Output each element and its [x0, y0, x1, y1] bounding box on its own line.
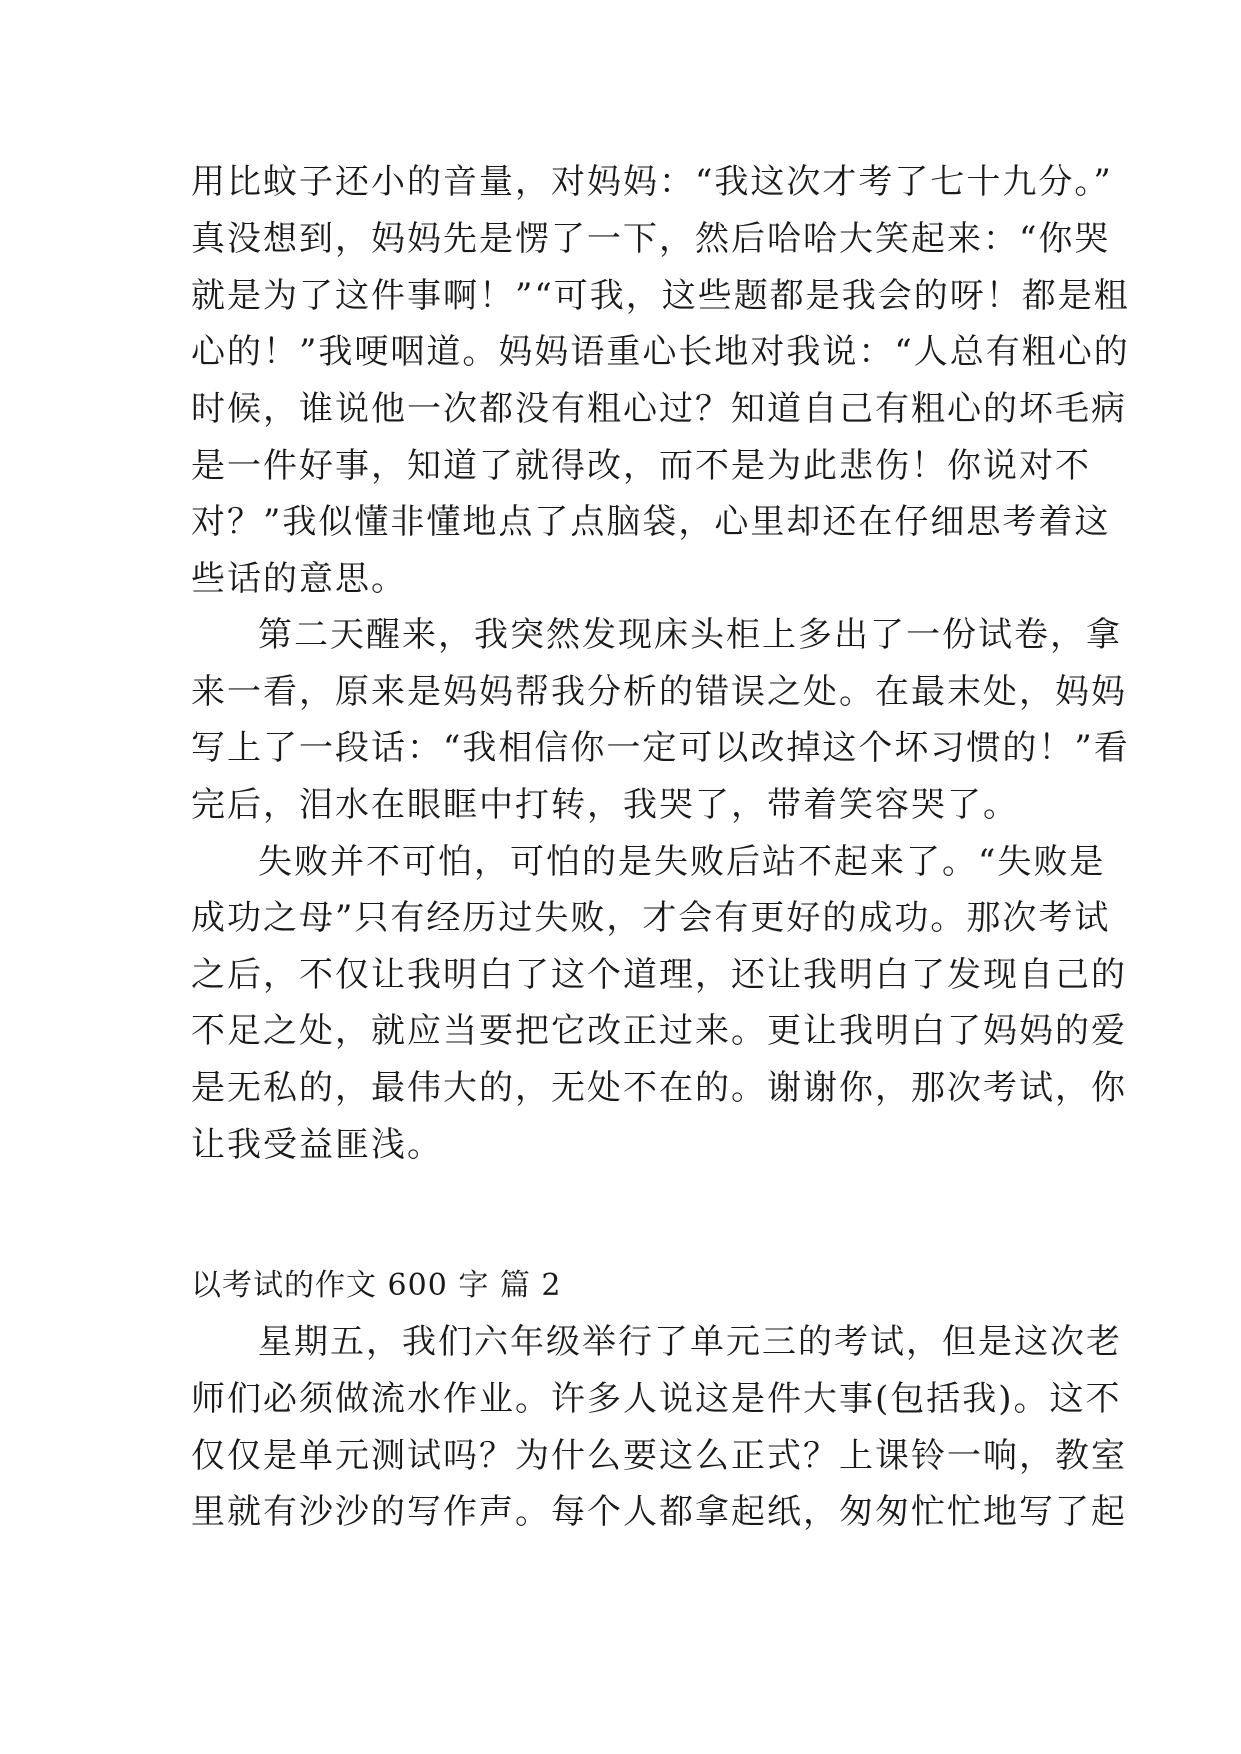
- text-line: 来一看，原来是妈妈帮我分析的错误之处。在最末处，妈妈: [191, 672, 1127, 712]
- text-line: 些话的意思。: [191, 559, 407, 599]
- text-line: 之后，不仅让我明白了这个道理，还让我明白了发现自己的: [191, 955, 1127, 995]
- text-line: 里就有沙沙的写作声。每个人都拿起纸，匆匆忙忙地写了起: [191, 1492, 1127, 1532]
- section-heading: 以考试的作文 600 字 篇 2: [191, 1268, 562, 1303]
- text-line: 就是为了这件事啊！”“可我，这些题都是我会的呀！都是粗: [191, 276, 1130, 316]
- text-line: 写上了一段话：“我相信你一定可以改掉这个坏习惯的！”看: [191, 728, 1130, 768]
- text-line: 师们必须做流水作业。许多人说这是件大事(包括我)。这不: [191, 1379, 1122, 1419]
- text-line: 用比蚊子还小的音量，对妈妈：“我这次才考了七十九分。”: [191, 162, 1113, 202]
- text-line: 完后，泪水在眼眶中打转，我哭了，带着笑容哭了。: [191, 785, 1019, 825]
- text-line: 是无私的，最伟大的，无处不在的。谢谢你，那次考试，你: [191, 1068, 1127, 1108]
- text-line: 心的！”我哽咽道。妈妈语重心长地对我说：“人总有粗心的: [191, 332, 1130, 372]
- text-line: 是一件好事，知道了就得改，而不是为此悲伤！你说对不: [191, 446, 1091, 486]
- text-line: 时候，谁说他一次都没有粗心过？知道自己有粗心的坏毛病: [191, 389, 1127, 429]
- text-line: 星期五，我们六年级举行了单元三的考试，但是这次老: [258, 1322, 1122, 1362]
- text-line: 第二天醒来，我突然发现床头柜上多出了一份试卷，拿: [258, 615, 1122, 655]
- text-line: 失败并不可怕，可怕的是失败后站不起来了。“失败是: [258, 842, 1106, 882]
- text-line: 让我受益匪浅。: [191, 1125, 443, 1165]
- text-line: 成功之母”只有经历过失败，才会有更好的成功。那次考试: [191, 898, 1111, 938]
- text-line: 真没想到，妈妈先是愣了一下，然后哈哈大笑起来：“你哭: [191, 219, 1111, 259]
- text-line: 对？”我似懂非懂地点了点脑袋，心里却还在仔细思考着这: [191, 502, 1111, 542]
- text-line: 仅仅是单元测试吗？为什么要这么正式？上课铃一响，教室: [191, 1436, 1127, 1476]
- text-line: 不足之处，就应当要把它改正过来。更让我明白了妈妈的爱: [191, 1011, 1127, 1051]
